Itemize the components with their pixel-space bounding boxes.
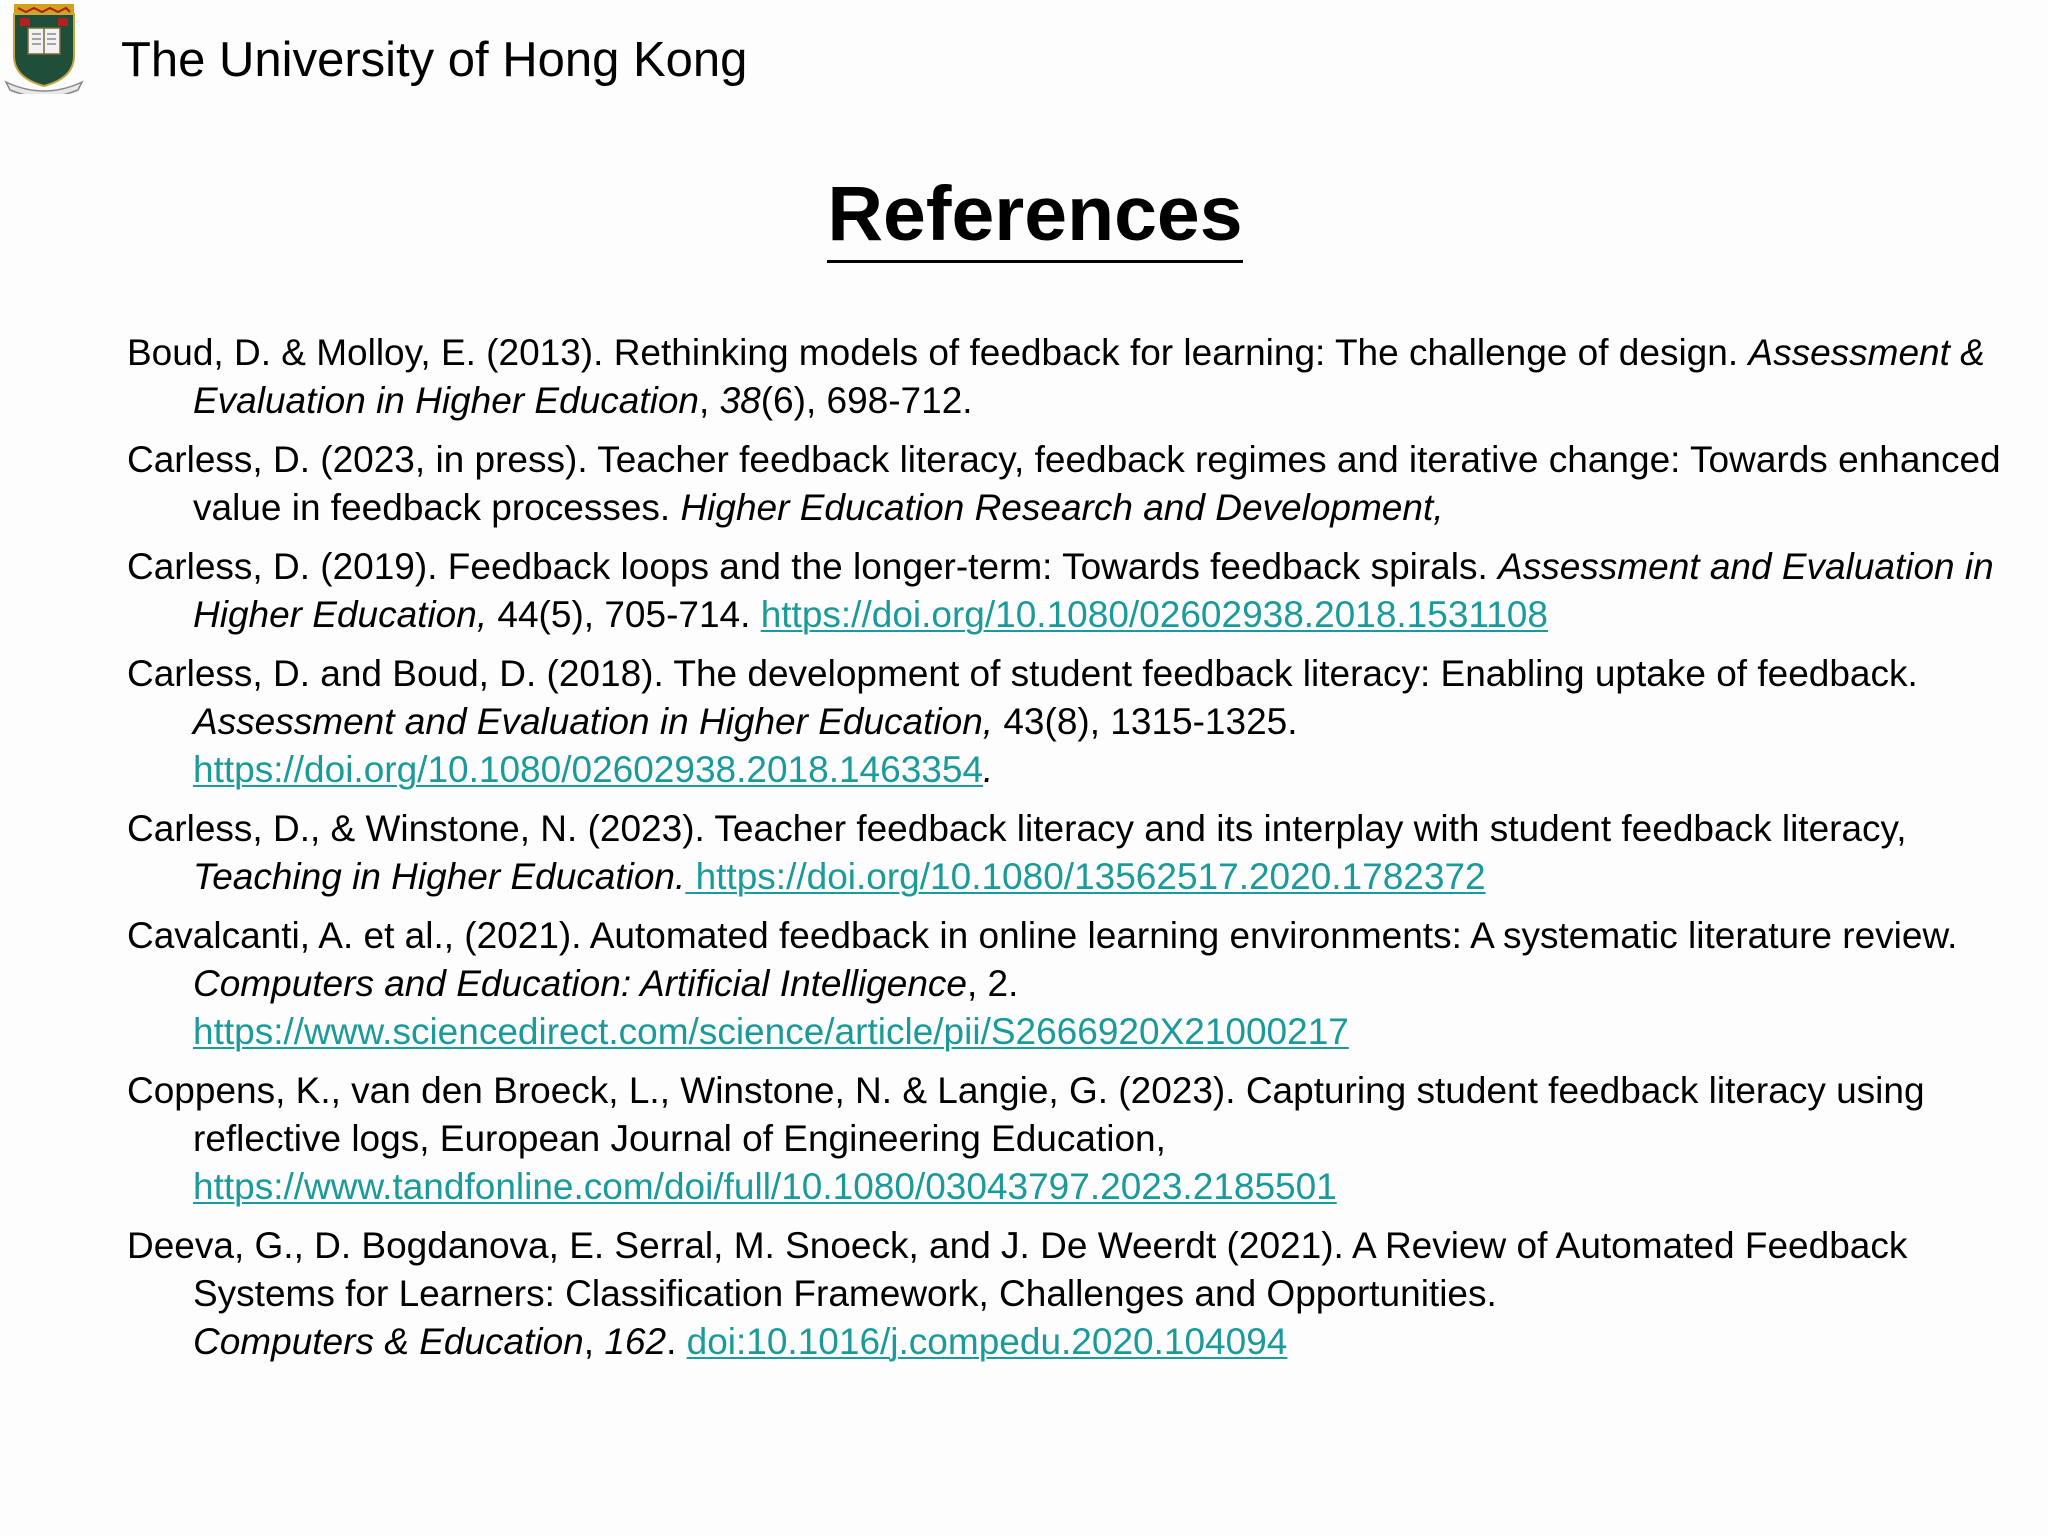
reference-italic-text: 38	[719, 380, 761, 422]
reference-italic-text: 162	[604, 1321, 667, 1363]
university-name: The University of Hong Kong	[121, 33, 748, 87]
reference-italic-text: .	[983, 749, 994, 791]
reference-item	[127, 650, 2037, 795]
reference-link[interactable]: https://doi.org/10.1080/13562517.2020.1782372	[685, 856, 1486, 898]
reference-text: Carless, D. (2019). Feedback loops and the longer-term: Towards feedback spirals.	[127, 545, 1499, 587]
reference-link[interactable]: doi:10.1016/j.compedu.2020.104094	[686, 1321, 1288, 1363]
reference-text: Deeva, G., D. Bogdanova, E. Serral, M. Snoeck, and J. De Weerdt (2021). A Review of Automated Feedback Systems for Learners: Classification Framework, Challenges and Opportunities.	[127, 1224, 1908, 1315]
reference-text: , 2.	[966, 962, 1019, 1004]
reference-text: Coppens, K., van den Broeck, L., Winstone, N. & Langie, G. (2023). Capturing student feedback literacy using reflective logs, European Journal of Engineering Education,	[127, 1069, 1925, 1160]
reference-item	[127, 436, 2037, 532]
reference-text: 44(5), 705-714.	[487, 594, 761, 636]
reference-text: Carless, D. (2023, in press). Teacher feedback literacy, feedback regimes and iterative change: Towards enhanced value in feedback processes.	[127, 438, 2001, 529]
reference-italic-text: Assessment and Evaluation in Higher Education,	[193, 545, 1994, 636]
reference-text: Carless, D. and Boud, D. (2018). The development of student feedback literacy: Enabling uptake of feedback.	[127, 652, 1918, 694]
reference-italic-text: Higher Education Research and Development,	[680, 487, 1444, 529]
reference-text: ,	[583, 1321, 605, 1363]
reference-item	[127, 1067, 2037, 1212]
reference-link[interactable]: https://doi.org/10.1080/02602938.2018.1463354	[193, 749, 984, 791]
reference-text: Carless, D., & Winstone, N. (2023). Teacher feedback literacy and its interplay with student feedback literacy,	[127, 807, 1907, 849]
reference-italic-text: Computers & Education	[193, 1321, 584, 1363]
reference-link[interactable]: https://www.sciencedirect.com/science/article/pii/S2666920X21000217	[193, 1011, 1349, 1053]
reference-italic-text: Computers and Education: Artificial Intelligence	[193, 962, 967, 1004]
reference-link[interactable]: https://www.tandfonline.com/doi/full/10.1080/03043797.2023.2185501	[193, 1166, 1337, 1208]
page-title-wrap	[0, 168, 2048, 263]
reference-italic-text: Assessment & Evaluation in Higher Education	[193, 332, 1985, 422]
reference-item	[127, 329, 2037, 425]
reference-text: 43(8), 1315-1325.	[993, 700, 1298, 742]
reference-item	[127, 912, 2037, 1057]
reference-text: Cavalcanti, A. et al., (2021). Automated feedback in online learning environments: A systematic literature review.	[127, 914, 1958, 956]
university-crest-icon	[4, 4, 84, 94]
reference-item	[127, 543, 2037, 639]
reference-text: .	[666, 1321, 687, 1363]
reference-italic-text: Teaching in Higher Education.	[193, 856, 686, 898]
reference-item	[127, 1222, 2037, 1367]
page-title: References	[827, 168, 1242, 263]
reference-text: Boud, D. & Molloy, E. (2013). Rethinking models of feedback for learning: The challenge of design.	[127, 332, 1749, 373]
reference-link[interactable]: https://doi.org/10.1080/02602938.2018.1531108	[760, 594, 1548, 636]
references-list	[127, 329, 2037, 1377]
reference-text: ,	[699, 380, 720, 422]
header	[0, 0, 2048, 120]
reference-italic-text: Assessment and Evaluation in Higher Education,	[193, 700, 994, 742]
reference-text: (6), 698-712.	[760, 380, 973, 422]
reference-item	[127, 805, 2037, 901]
